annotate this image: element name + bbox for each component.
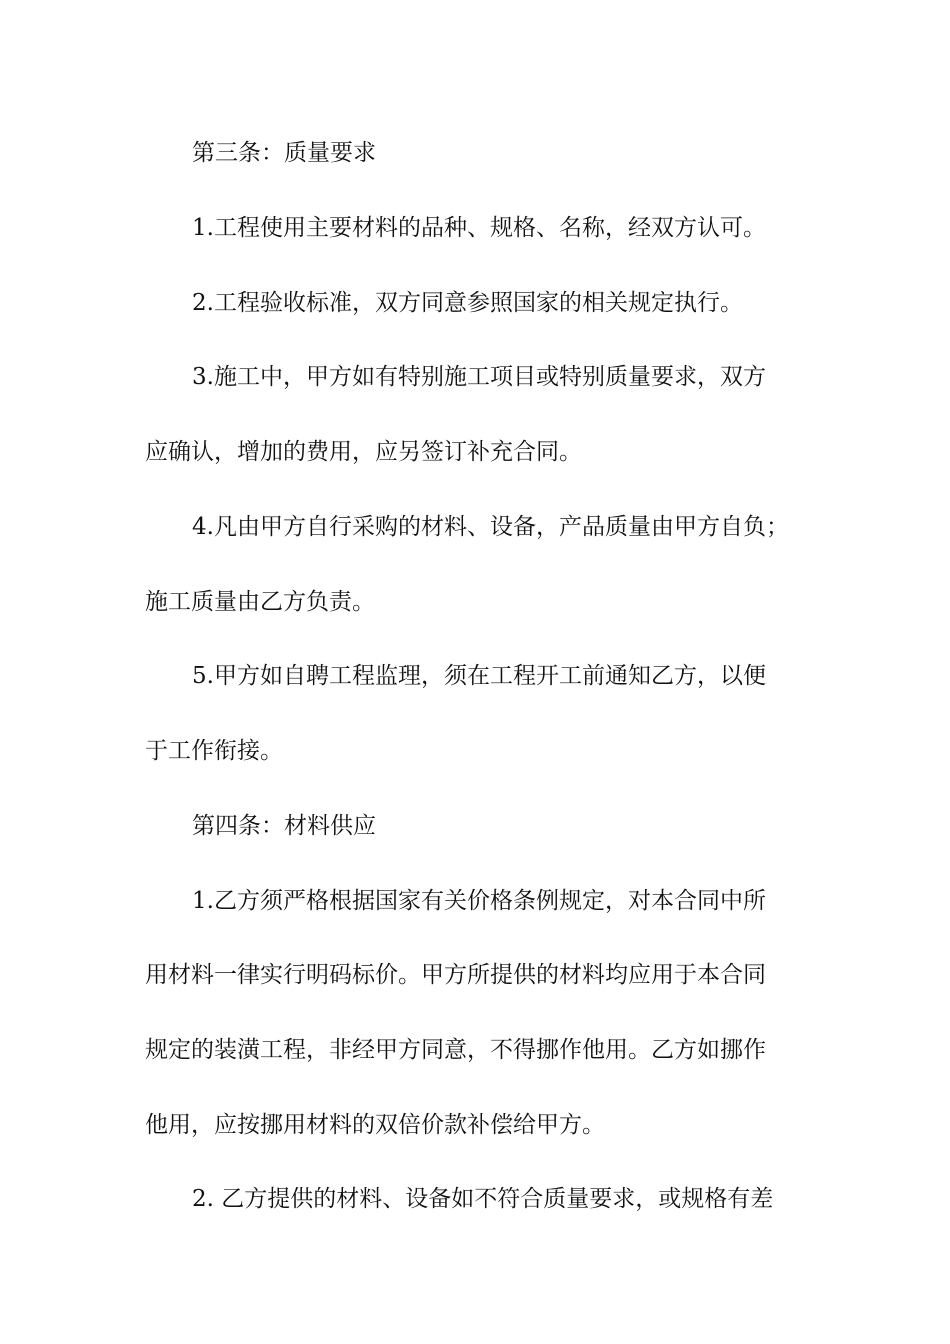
article-3-item-5-line-2: 于工作衔接。: [145, 738, 283, 764]
article-3-item-5-line-1: 5.甲方如自聘工程监理，须在工程开工前通知乙方，以便: [192, 663, 766, 689]
article-4-item-1-line-1: 1.乙方须严格根据国家有关价格条例规定，对本合同中所: [192, 888, 766, 914]
article-4-item-2-line-1: 2. 乙方提供的材料、设备如不符合质量要求，或规格有差: [192, 1186, 774, 1212]
article-3-item-3-line-1: 3.施工中，甲方如有特别施工项目或特别质量要求，双方: [192, 364, 766, 390]
article-4-heading: 第四条：材料供应: [192, 813, 376, 839]
article-3-item-4-line-1: 4.凡由甲方自行采购的材料、设备，产品质量由甲方自负；: [192, 514, 789, 540]
article-3-item-2: 2.工程验收标准，双方同意参照国家的相关规定执行。: [192, 290, 743, 316]
article-3-heading: 第三条：质量要求: [192, 140, 376, 166]
article-3-item-4-line-2: 施工质量由乙方负责。: [145, 589, 375, 615]
article-4-item-1-line-3: 规定的装潢工程，非经甲方同意，不得挪作他用。乙方如挪作: [145, 1037, 766, 1063]
article-4-item-1-line-2: 用材料一律实行明码标价。甲方所提供的材料均应用于本合同: [145, 962, 766, 988]
article-3-item-1: 1.工程使用主要材料的品种、规格、名称，经双方认可。: [192, 215, 766, 241]
article-4-item-1-line-4: 他用，应按挪用材料的双倍价款补偿给甲方。: [145, 1112, 605, 1138]
article-3-item-3-line-2: 应确认，增加的费用，应另签订补充合同。: [145, 439, 582, 465]
